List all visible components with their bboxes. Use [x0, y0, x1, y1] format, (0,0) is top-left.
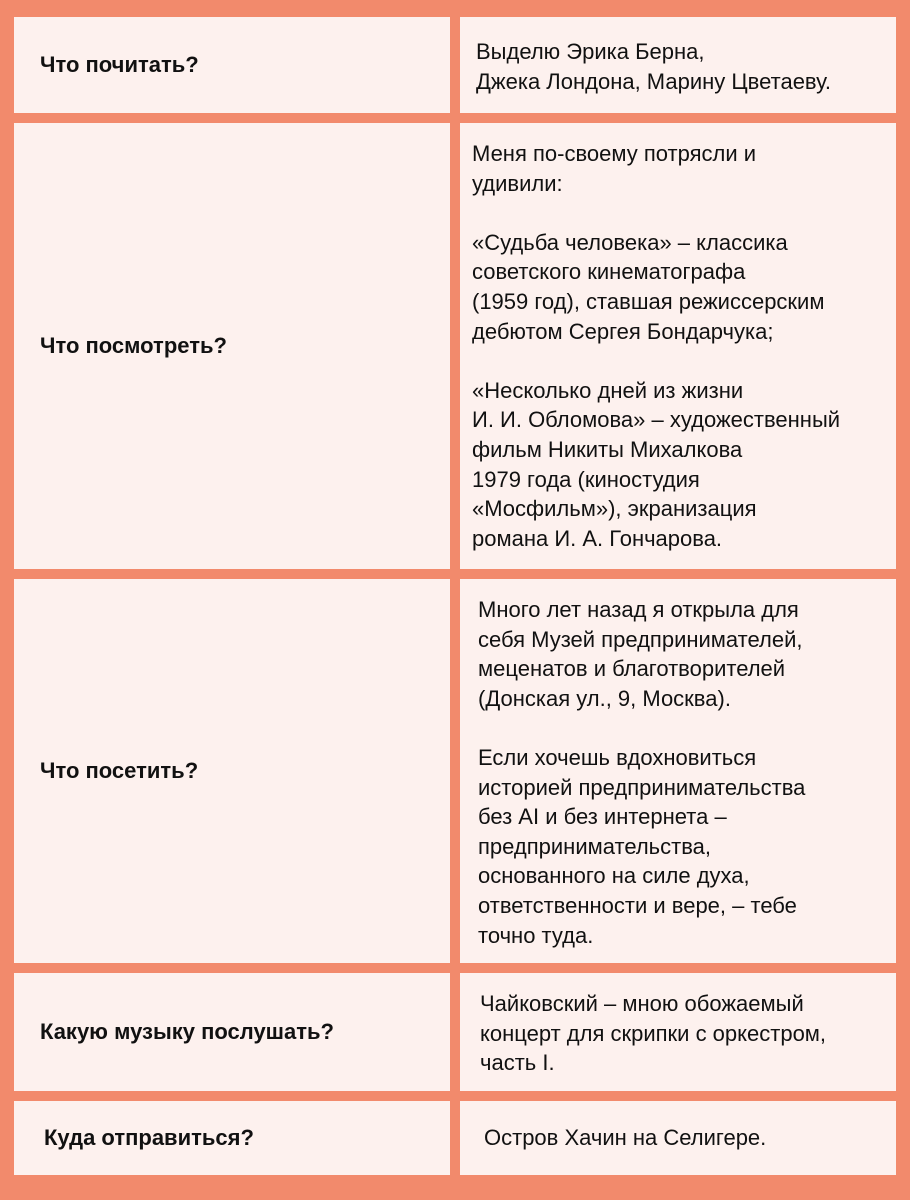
question-cell-watch: [14, 123, 450, 569]
answer-music-p1: Чайковский – мною обожаемый концерт для скрипки с оркестром, часть I.: [480, 991, 827, 1076]
question-watch: Что посмотреть?: [40, 333, 227, 358]
answer-read-p1: Выделю Эрика Берна, Джека Лондона, Марину Цветаеву.: [476, 39, 832, 94]
answer-cell-read: [460, 17, 896, 113]
answer-watch-p2: «Судьба человека» – классика советского кинематографа (1959 год), ставшая режиссерским дебютом Сергея Бондарчука;: [472, 229, 825, 344]
answer-visit-p1: Много лет назад я открыла для себя Музей предпринимателей, меценатов и благотворителей (Донская ул., 9, Москва).: [478, 597, 803, 711]
answer-cell-travel: [460, 1101, 896, 1175]
question-read: Что почитать?: [40, 52, 199, 77]
question-visit: Что посетить?: [40, 758, 199, 783]
answer-cell-watch: [460, 123, 896, 569]
answer-cell-visit: [460, 579, 896, 963]
question-music: Какую музыку послушать?: [40, 1019, 334, 1044]
answer-cell-music: [460, 973, 896, 1091]
answer-watch-p3: «Несколько дней из жизни И. И. Обломова» – художественный фильм Никиты Михалкова 1979 года (киностудия «Мосфильм»), экранизация романа И. А. Гончарова.: [472, 377, 841, 551]
question-cell-travel: [14, 1101, 450, 1175]
question-cell-visit: [14, 579, 450, 963]
answer-visit-p2: Если хочешь вдохновиться историей предпринимательства без AI и без интернета – предпринимательства, основанного на силе духа, ответственности и вере, – тебе точно туда.: [478, 744, 806, 948]
question-cell-read: [14, 17, 450, 113]
answer-travel-p1: Остров Хачин на Селигере.: [484, 1125, 767, 1150]
question-cell-music: [14, 973, 450, 1091]
question-travel: Куда отправиться?: [44, 1125, 254, 1150]
answer-watch-p1: Меня по-своему потрясли и удивили:: [472, 141, 757, 196]
